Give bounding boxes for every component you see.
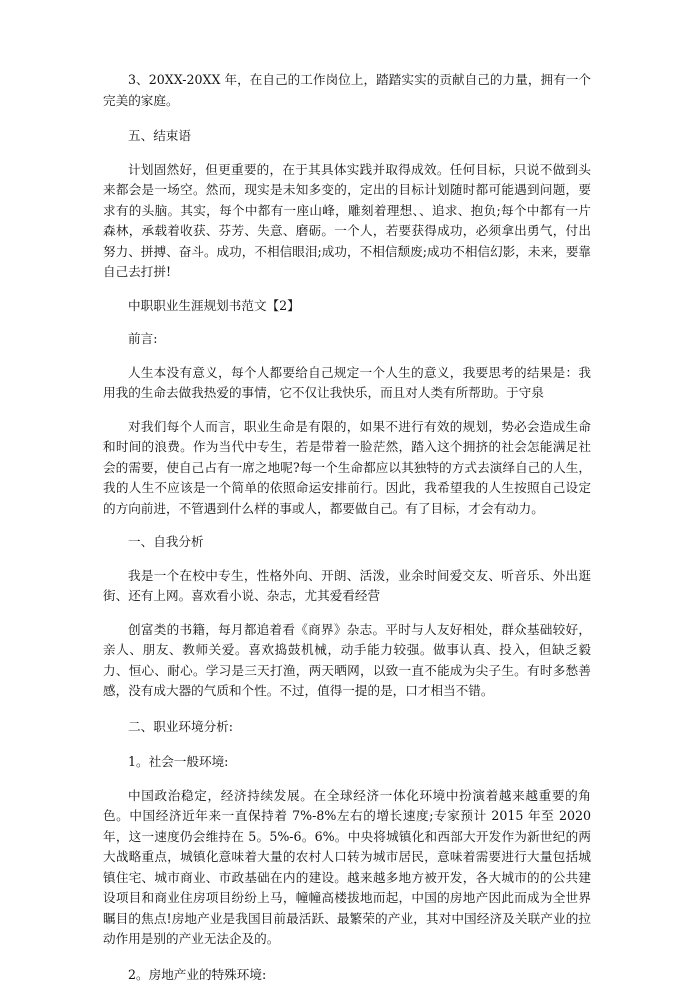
preface-heading: 前言: <box>128 329 591 350</box>
section-title: 中职职业生涯规划书范文【2】 <box>128 296 591 317</box>
document-body <box>103 70 591 985</box>
self-analysis-paragraph-2: 创富类的书籍，每月都追着看《商界》杂志。平时与人友好相处，群众基础较好，亲人、朋友、教师关爱。喜欢捣鼓机械，动手能力较强。做事认真、投入，但缺乏毅力、恒心、耐心。学习是三天打渔，两天晒网，以致一直不能成为尖子生。有时多愁善感，没有成大器的气质和个性。不过，值得一提的是，口才相当不错。 <box>103 620 591 702</box>
conclusion-paragraph: 计划固然好，但更重要的，在于其具体实践并取得成效。任何目标，只说不做到头来都会是一场空。然而，现实是未知多变的，定出的目标计划随时都可能遇到问题，要求有的头脑。其实，每个中都有一座山峰，雕刻着理想、、追求、抱负;每个中都有一片森林，承载着收获、芬芳、失意、磨砺。一个人，若要获得成功，必须拿出勇气，付出努力、拼搏、奋斗。成功，不相信眼泪;成功，不相信颓废;成功不相信幻影，未来，要靠自己去打拼! <box>103 160 591 283</box>
social-environment-paragraph: 中国政治稳定，经济持续发展。在全球经济一体化环境中扮演着越来越重要的角色。中国经济近年来一直保持着 7%-8%左右的增长速度;专家预计 2015 年至 2020 年，这一速度仍会维持在 5。5%-6。6%。中央将城镇化和西部大开发作为新世纪的两大战略重点，城镇化意味着大量的农村人口转为城市居民，意味着需要进行大量包括城镇住宅、城市商业、市政基础在内的建设。越来越多地方被开发，各大城市的的公共建设项目和商业住房项目纷纷上马，幢幢高楼拔地而起，中国的房地产因此而成为全世界瞩目的焦点!房地产业是我国目前最活跃、最繁荣的产业，其对中国经济及关联产业的拉动作用是别的产业无法企及的。 <box>103 786 591 950</box>
self-analysis-paragraph-1: 我是一个在校中专生，性格外向、开朗、活泼，业余时间爱交友、听音乐、外出逛街、还有上网。喜欢看小说、杂志，尤其爱看经营 <box>103 566 591 607</box>
preface-quote-paragraph: 人生本没有意义，每个人都要给自己规定一个人生的意义，我要思考的结果是：我用我的生命去做我热爱的事情，它不仅让我快乐，而且对人类有所帮助。于守泉 <box>103 363 591 404</box>
conclusion-heading: 五、结束语 <box>128 126 591 147</box>
goal-paragraph: 3、20XX-20XX 年，在自己的工作岗位上，踏踏实实的贡献自己的力量，拥有一个完美的家庭。 <box>103 70 591 111</box>
environment-heading: 二、职业环境分析: <box>128 717 591 738</box>
preface-paragraph: 对我们每个人而言，职业生命是有限的，如果不进行有效的规划，势必会造成生命和时间的浪费。作为当代中专生，若是带着一脸茫然，踏入这个拥挤的社会怎能满足社会的需要，使自己占有一席之地呢?每一个生命都应以其独特的方式去演绎自己的人生，我的人生不应该是一个简单的依照命运安排前行。因此，我希望我的人生按照自己设定的方向前进，不管遇到什么样的事或人，都要做自己。有了目标，才会有动力。 <box>103 417 591 520</box>
self-analysis-heading: 一、自我分析 <box>128 532 591 553</box>
social-environment-heading: 1。社会一般环境: <box>128 752 591 773</box>
real-estate-heading: 2。房地产业的特殊环境: <box>128 965 591 985</box>
